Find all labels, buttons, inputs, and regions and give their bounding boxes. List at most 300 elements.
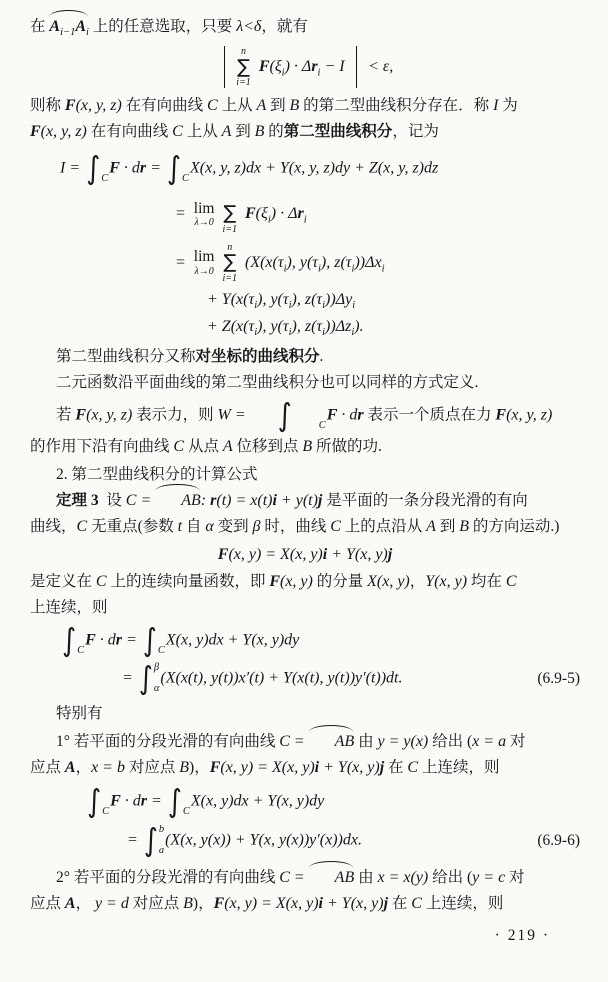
math-text: (x, y, z) — [75, 96, 122, 114]
math-text: x = a — [472, 732, 507, 750]
math-text: B — [459, 517, 469, 535]
math-text: (ξ — [269, 58, 282, 76]
math-vector: F — [30, 122, 41, 140]
lower-limit: C — [318, 419, 326, 431]
lower-limit: λ→0 — [194, 216, 214, 228]
cjk-text: 应点 — [30, 894, 65, 912]
math-text: (x, y) — [280, 572, 313, 590]
lower-limit: C — [77, 644, 85, 656]
text-line — [30, 865, 580, 891]
math-vector: r — [297, 205, 304, 223]
subscript: i — [322, 327, 326, 338]
integral-glyph: ∫ — [167, 783, 182, 820]
text-line — [30, 488, 580, 514]
integral-glyph: ∫ — [62, 622, 77, 659]
math-vector: A — [75, 18, 86, 35]
math-text: ) · Δ — [284, 58, 312, 76]
math-text: (X(x, y(x)) + Y(x, y(x))y′(x))dx. — [165, 831, 362, 849]
math-text: = — [147, 792, 166, 810]
cjk-text: 表示力，则 — [132, 406, 218, 424]
math-vector: F — [64, 96, 76, 114]
math-text: ), y(τ — [257, 317, 289, 335]
math-text: (x, y, z) — [86, 406, 133, 424]
math-vector: F — [326, 406, 338, 424]
upper-limit — [101, 153, 108, 164]
cjk-text: . — [319, 347, 324, 365]
cjk-text: 位移到点 — [232, 437, 303, 455]
subscript: i — [288, 300, 292, 311]
math-text: ))Δy — [325, 290, 353, 308]
integral-sign — [143, 623, 165, 659]
lower-limit: λ→0 — [194, 265, 214, 277]
text-line — [30, 701, 580, 727]
cjk-text: ，就有 — [261, 18, 308, 35]
math-text: − I — [320, 58, 349, 76]
sum-operator — [222, 242, 237, 285]
cjk-text: 若 — [56, 406, 76, 424]
math-vector: r — [139, 159, 147, 177]
integral-limits — [293, 399, 326, 432]
cjk-text: 自 — [182, 517, 206, 535]
math-text: y = c — [472, 868, 506, 886]
text-line — [30, 119, 580, 145]
cjk-text: 2. 第二型曲线积分的计算公式 — [56, 465, 258, 483]
integral-glyph: ∫ — [86, 151, 101, 187]
math-text: ) · Δ — [270, 205, 298, 223]
subscript: i — [303, 214, 307, 226]
math-text: ), z(τ — [291, 317, 323, 335]
integral-glyph: ∫ — [277, 397, 292, 434]
abs-bar — [224, 46, 226, 88]
text-line — [30, 434, 580, 460]
integral-limits — [101, 152, 108, 185]
math-text: = — [122, 631, 141, 649]
math-text: α — [205, 517, 214, 535]
upper-limit: β — [153, 662, 160, 674]
integral-limits — [182, 152, 189, 185]
formula-line — [30, 823, 580, 859]
integral-glyph: ∫ — [87, 783, 102, 820]
arc-overline — [309, 729, 355, 755]
math-text: C — [172, 122, 183, 140]
integral-sign — [167, 151, 189, 187]
text-line — [30, 370, 580, 396]
subscript: i−1 — [60, 27, 76, 39]
cjk-text: 给出 ( — [428, 732, 473, 750]
upper-limit — [182, 153, 189, 164]
lower-limit: a — [158, 844, 165, 856]
math-text: x = b — [91, 758, 125, 776]
formula-line — [30, 287, 580, 312]
cjk-text: 对应点 — [124, 758, 180, 776]
cjk-text: ，记为 — [392, 122, 439, 140]
cjk-text: 无重点(参数 — [87, 517, 178, 535]
cjk-text: 上的连续向量函数，即 — [106, 572, 270, 590]
math-text: AB — [334, 868, 355, 886]
subscript: i — [86, 27, 89, 39]
cjk-text: 应点 — [30, 758, 65, 776]
cjk-text: 到 — [266, 96, 290, 114]
formula-line — [30, 542, 580, 567]
subscript: i — [317, 67, 321, 79]
math-text: x = x(y) — [377, 868, 429, 886]
cjk-text: 上从 — [182, 122, 222, 140]
cjk-text: 均在 — [467, 572, 506, 590]
math-vector: r — [210, 491, 217, 509]
math-vector: A — [49, 18, 61, 35]
math-text: C — [76, 517, 88, 535]
math-text: (x, y, z) — [506, 406, 553, 424]
math-vector: F — [85, 631, 96, 649]
cjk-text: 给出 ( — [428, 868, 473, 886]
formula-line — [30, 661, 580, 697]
math-text: ))Δz — [325, 317, 352, 335]
cjk-text: 1° 若平面的分段光滑的有向曲线 — [56, 732, 280, 750]
text-line — [30, 93, 580, 119]
math-text: C — [411, 894, 422, 912]
text-line — [30, 595, 580, 621]
integral-limits — [158, 624, 165, 657]
integral-limits — [77, 624, 84, 657]
sum-glyph: ∑ — [223, 202, 237, 225]
cjk-text: 在有向曲线 — [86, 122, 173, 140]
math-vector: j — [383, 894, 389, 912]
math-text: (ξ — [255, 205, 268, 223]
math-text: (X(x(t), y(t))x′(t) + Y(x(t), y(t))y′(t))dt. — [160, 669, 403, 687]
math-text: y = y(x) — [377, 732, 429, 750]
cjk-text: 特别有 — [56, 704, 103, 722]
math-text: · d — [119, 159, 140, 177]
integral-glyph: ∫ — [138, 660, 153, 697]
limit-operator — [194, 249, 215, 277]
math-text: = — [122, 669, 137, 687]
math-vector: F — [109, 159, 120, 177]
math-text: (X(x(τ — [241, 254, 284, 272]
cjk-text: 所做的功. — [312, 437, 382, 455]
formula-line — [30, 784, 580, 820]
equation-number: (6.9-5) — [537, 669, 580, 687]
text-line — [30, 514, 580, 540]
cjk-text-bold: 定理 3 — [56, 491, 99, 509]
subscript: i — [254, 327, 258, 338]
math-vector: i — [322, 545, 328, 563]
cjk-text: 上的任意选取，只要 — [88, 18, 237, 35]
cjk-text: 是定义在 — [30, 572, 96, 590]
upper-limit — [158, 625, 165, 636]
math-vector: i — [314, 758, 320, 776]
formula-line — [30, 623, 580, 659]
math-text: : — [200, 491, 211, 509]
cjk-text: 上连续，则 — [30, 598, 108, 616]
cjk-text: 在 — [384, 758, 408, 776]
text-line — [30, 729, 580, 755]
math-text: (t) = x(t) — [216, 491, 273, 509]
integral-sign — [62, 623, 84, 659]
subscript: i — [381, 263, 385, 275]
math-text: y = d — [94, 894, 129, 912]
cjk-text: 在有向曲线 — [121, 96, 208, 114]
math-vector: i — [272, 491, 277, 509]
integral-glyph: ∫ — [166, 151, 181, 187]
math-text: C — [173, 437, 185, 455]
math-text: B — [254, 122, 265, 140]
math-text: + Y(x, y) — [327, 545, 388, 563]
math-text: Y(x, y) — [425, 572, 468, 590]
math-vector: F — [209, 758, 221, 776]
cjk-text: 曲线， — [30, 517, 77, 535]
formula-line — [30, 151, 580, 187]
sum-operator — [222, 193, 237, 236]
math-vector: F — [241, 205, 256, 223]
math-vector: r — [115, 631, 122, 649]
math-text: (x, y) = X(x, y) — [220, 758, 315, 776]
math-text: X(x, y) — [367, 572, 410, 590]
lower-limit: C — [157, 644, 165, 656]
cjk-text: 对 — [505, 868, 525, 886]
text-line — [30, 569, 580, 595]
subscript: i — [318, 263, 321, 275]
math-text: X(x, y, z)dx + Y(x, y, z)dy + Z(x, y, z)dz — [190, 159, 439, 177]
math-text: A — [221, 122, 232, 140]
cjk-text: 的方向运动.) — [469, 517, 560, 535]
math-vector: F — [269, 572, 280, 590]
subscript: i — [254, 300, 258, 311]
math-text: (x, y) = X(x, y) — [228, 545, 323, 563]
cjk-text: )， — [192, 894, 214, 912]
equation-number: (6.9-6) — [537, 831, 580, 849]
upper-limit — [183, 786, 190, 797]
math-vector: F — [110, 792, 121, 810]
cjk-text: ， — [75, 758, 92, 776]
math-text: B — [179, 758, 190, 776]
integral-sign — [139, 661, 160, 697]
math-text: · d — [337, 406, 358, 424]
cjk-text: 为 — [498, 96, 518, 114]
formula-line — [30, 242, 580, 285]
upper-limit: b — [158, 824, 165, 836]
arc-overline — [49, 14, 89, 40]
cjk-text: ， — [75, 894, 95, 912]
math-text: I = — [60, 159, 85, 177]
subscript: i — [267, 214, 271, 226]
math-text: AB — [181, 491, 201, 509]
subscript: i — [288, 327, 292, 338]
math-text: = — [146, 159, 165, 177]
math-text: ). — [354, 317, 364, 335]
cjk-text: 在 — [30, 18, 50, 35]
text-line — [30, 398, 580, 434]
cjk-text: 由 — [354, 732, 378, 750]
math-text: + Y(x, y) — [323, 894, 384, 912]
text-line — [30, 462, 580, 488]
math-text: · d — [95, 631, 116, 649]
math-text: C = — [279, 732, 309, 750]
page-number: · 219 · — [494, 926, 550, 944]
limit-operator — [194, 201, 215, 229]
cjk-text: 表示一个质点在力 — [363, 406, 496, 424]
math-text: C = — [279, 868, 309, 886]
cjk-text: 上从 — [217, 96, 257, 114]
math-text: ))Δx — [354, 254, 382, 272]
cjk-text: 到 — [435, 517, 460, 535]
cjk-text: )， — [189, 758, 210, 776]
integral-glyph: ∫ — [142, 622, 157, 659]
upper-limit — [293, 400, 326, 411]
lower-limit: i=1 — [222, 273, 237, 285]
arc-overline — [155, 488, 201, 514]
document-body — [30, 14, 580, 917]
math-text: λ<δ — [236, 18, 262, 35]
integral-sign — [168, 784, 190, 820]
lim-glyph: lim — [193, 248, 215, 266]
math-vector: F — [213, 894, 225, 912]
math-text: C — [95, 572, 107, 590]
math-text: + Y(x, y) — [319, 758, 380, 776]
math-text: B — [302, 437, 313, 455]
lower-limit: C — [102, 805, 110, 817]
math-text: + y(t) — [276, 491, 318, 509]
math-text: AB — [334, 732, 355, 750]
formula-line — [30, 46, 580, 89]
math-text: ), z(τ — [291, 290, 323, 308]
math-vector: F — [217, 545, 229, 563]
cjk-text: 变到 — [213, 517, 253, 535]
math-text: < ε, — [364, 58, 394, 76]
cjk-text: 的分量 — [312, 572, 368, 590]
math-text: = — [175, 254, 190, 272]
upper-limit: n — [241, 46, 247, 57]
text-line — [30, 344, 580, 370]
cjk-text: 时，曲线 — [260, 517, 331, 535]
cjk-text: 二元函数沿平面曲线的第二型曲线积分也可以同样的方式定义. — [56, 373, 479, 391]
cjk-text: 是平面的一条分段光滑的有向 — [322, 491, 528, 509]
cjk-text: 上连续，则 — [418, 758, 500, 776]
math-text: A — [222, 437, 233, 455]
cjk-text: 第二型曲线积分又称 — [56, 347, 196, 365]
integral-limits — [102, 785, 109, 818]
math-vector: A — [64, 758, 76, 776]
math-text: (x, y) = X(x, y) — [224, 894, 319, 912]
math-text: C — [330, 517, 341, 535]
math-text: X(x, y)dx + Y(x, y)dy — [165, 631, 300, 649]
cjk-text: 设 — [98, 491, 126, 509]
cjk-text: 在 — [388, 894, 412, 912]
integral-glyph: ∫ — [143, 822, 158, 859]
subscript: i — [352, 300, 356, 311]
cjk-text: 的 — [264, 122, 284, 140]
upper-limit — [102, 786, 109, 797]
math-text: A — [256, 96, 267, 114]
integral-sign — [87, 784, 109, 820]
cjk-text-bold: 对坐标的曲线积分 — [195, 347, 320, 365]
math-text: X(x, y)dx + Y(x, y)dy — [190, 792, 325, 810]
lim-glyph: lim — [193, 199, 215, 217]
cjk-text: 的第二型曲线积分存在．称 — [299, 96, 494, 114]
cjk-text: 对 — [506, 732, 526, 750]
math-vector: r — [140, 792, 147, 810]
cjk-text: 上连续，则 — [421, 894, 504, 912]
sum-glyph: ∑ — [237, 55, 250, 78]
cjk-text: 由 — [354, 868, 378, 886]
math-text: C — [207, 96, 218, 114]
lower-limit: C — [182, 805, 190, 817]
subscript: i — [283, 263, 287, 275]
math-text: · d — [120, 792, 141, 810]
integral-limits — [154, 662, 160, 695]
math-vector: i — [318, 894, 323, 912]
text-line — [30, 14, 580, 40]
arc-overline — [309, 865, 355, 891]
sum-operator — [236, 46, 251, 89]
integral-sign — [144, 823, 164, 859]
subscript: i — [322, 300, 326, 311]
math-text: ), y(τ — [286, 254, 318, 272]
upper-limit — [77, 625, 84, 636]
subscript: i — [351, 327, 355, 338]
integral-limits — [183, 785, 190, 818]
integral-sign — [252, 398, 326, 434]
cjk-text: 上的点沿从 — [340, 517, 427, 535]
math-text: C — [407, 758, 419, 776]
integral-limits — [159, 824, 164, 857]
math-text: W = — [217, 406, 250, 424]
math-text: ), y(τ — [257, 290, 289, 308]
lower-limit: α — [153, 682, 160, 694]
formula-line — [30, 193, 580, 236]
math-vector: r — [311, 58, 318, 76]
math-text: + Y(x(τ — [207, 290, 255, 308]
math-text: B — [183, 894, 193, 912]
math-vector: j — [387, 545, 393, 563]
cjk-text: 到 — [231, 122, 255, 140]
integral-sign — [86, 151, 108, 187]
lower-limit: i=1 — [222, 224, 237, 236]
math-vector: A — [64, 894, 76, 912]
math-text: (x, y, z) — [40, 122, 87, 140]
lower-limit: C — [101, 172, 109, 184]
subscript: i — [351, 263, 355, 275]
math-vector: j — [379, 758, 385, 776]
sum-glyph: ∑ — [223, 251, 237, 274]
math-text: I — [493, 96, 499, 114]
subscript: i — [281, 67, 285, 79]
cjk-text-bold: 第二型曲线积分 — [283, 122, 393, 140]
formula-line — [30, 314, 580, 339]
math-text: = — [175, 205, 190, 223]
math-text: B — [289, 96, 300, 114]
lower-limit: C — [182, 172, 190, 184]
cjk-text: 从点 — [184, 437, 223, 455]
cjk-text: 的作用下沿有向曲线 — [30, 437, 174, 455]
math-text: + Z(x(τ — [207, 317, 255, 335]
cjk-text: 2° 若平面的分段光滑的有向曲线 — [56, 868, 280, 886]
math-text: C = — [125, 491, 156, 509]
text-line — [30, 755, 580, 781]
math-vector: j — [317, 491, 323, 509]
cjk-text: 则称 — [30, 96, 65, 114]
math-vector: F — [254, 58, 270, 76]
math-vector: r — [357, 406, 364, 424]
abs-bar — [356, 46, 358, 88]
math-vector: F — [495, 406, 507, 424]
math-text: t — [177, 517, 183, 535]
upper-limit: n — [227, 241, 233, 253]
math-text: = — [127, 831, 142, 849]
math-text: ), z(τ — [320, 254, 352, 272]
text-line — [30, 891, 580, 917]
math-text: A — [426, 517, 436, 535]
math-vector: F — [75, 406, 87, 424]
